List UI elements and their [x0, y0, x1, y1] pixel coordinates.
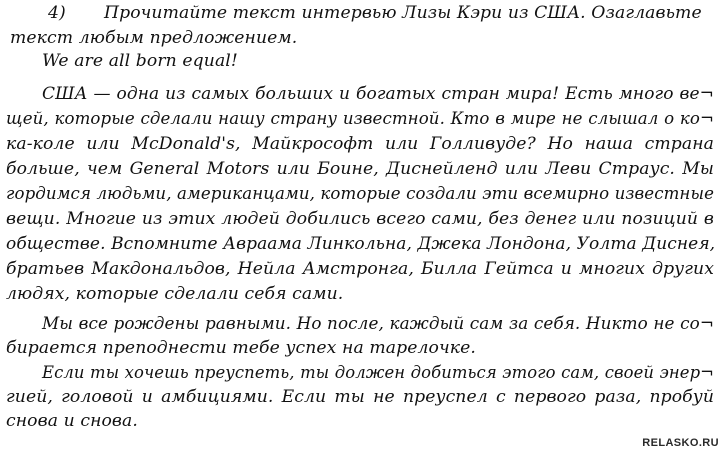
paragraph-1-line: ка-коле или McDonald's, Майкрософт или Голливуде? Но наша страна	[6, 134, 714, 154]
task-instruction-line-2: текст любым предложением.	[10, 28, 298, 48]
paragraph-1-line: больше, чем General Motors или Боине, Диснейленд или Леви Страус. Мы	[6, 159, 714, 179]
paragraph-3-line: Если ты хочешь преуспеть, ты должен добиться этого сам, своей энер¬	[42, 363, 714, 382]
watermark: RELASKO.RU	[642, 437, 719, 449]
paragraph-1-line: людях, которые сделали себя сами.	[6, 284, 344, 304]
paragraph-3-line: гией, головой и амбициями. Если ты не преуспел с первого раза, пробуй	[6, 387, 714, 407]
paragraph-1-line: щей, которые сделали нашу страну известной. Кто в мире не слышал о ко¬	[6, 109, 714, 128]
paragraph-1-line: вещи. Многие из этих людей добились всего сами, без денег или позиций в	[6, 209, 714, 229]
task-number: 4)	[48, 3, 66, 23]
text-title: We are all born equal!	[42, 51, 238, 71]
paragraph-1-line: обществе. Вспомните Авраама Линкольна, Джека Лондона, Уолта Диснея,	[6, 234, 716, 254]
paragraph-1-line: США — одна из самых больших и богатых стран мира! Есть много ве¬	[42, 84, 714, 104]
paragraph-2-line: Мы все рождены равными. Но после, каждый сам за себя. Никто не со¬	[42, 313, 714, 333]
task-instruction-line-1: Прочитайте текст интервью Лизы Кэри из США. Озаглавьте	[104, 3, 702, 23]
paragraph-2-line: бирается преподнести тебе успех на тарелочке.	[6, 338, 476, 358]
paragraph-1-line: гордимся людьми, американцами, которые создали эти всемирно известные	[6, 184, 714, 203]
paragraph-1-line: братьев Макдональдов, Нейла Амстронга, Билла Гейтса и многих других	[6, 259, 714, 279]
paragraph-3-line: снова и снова.	[6, 411, 138, 431]
